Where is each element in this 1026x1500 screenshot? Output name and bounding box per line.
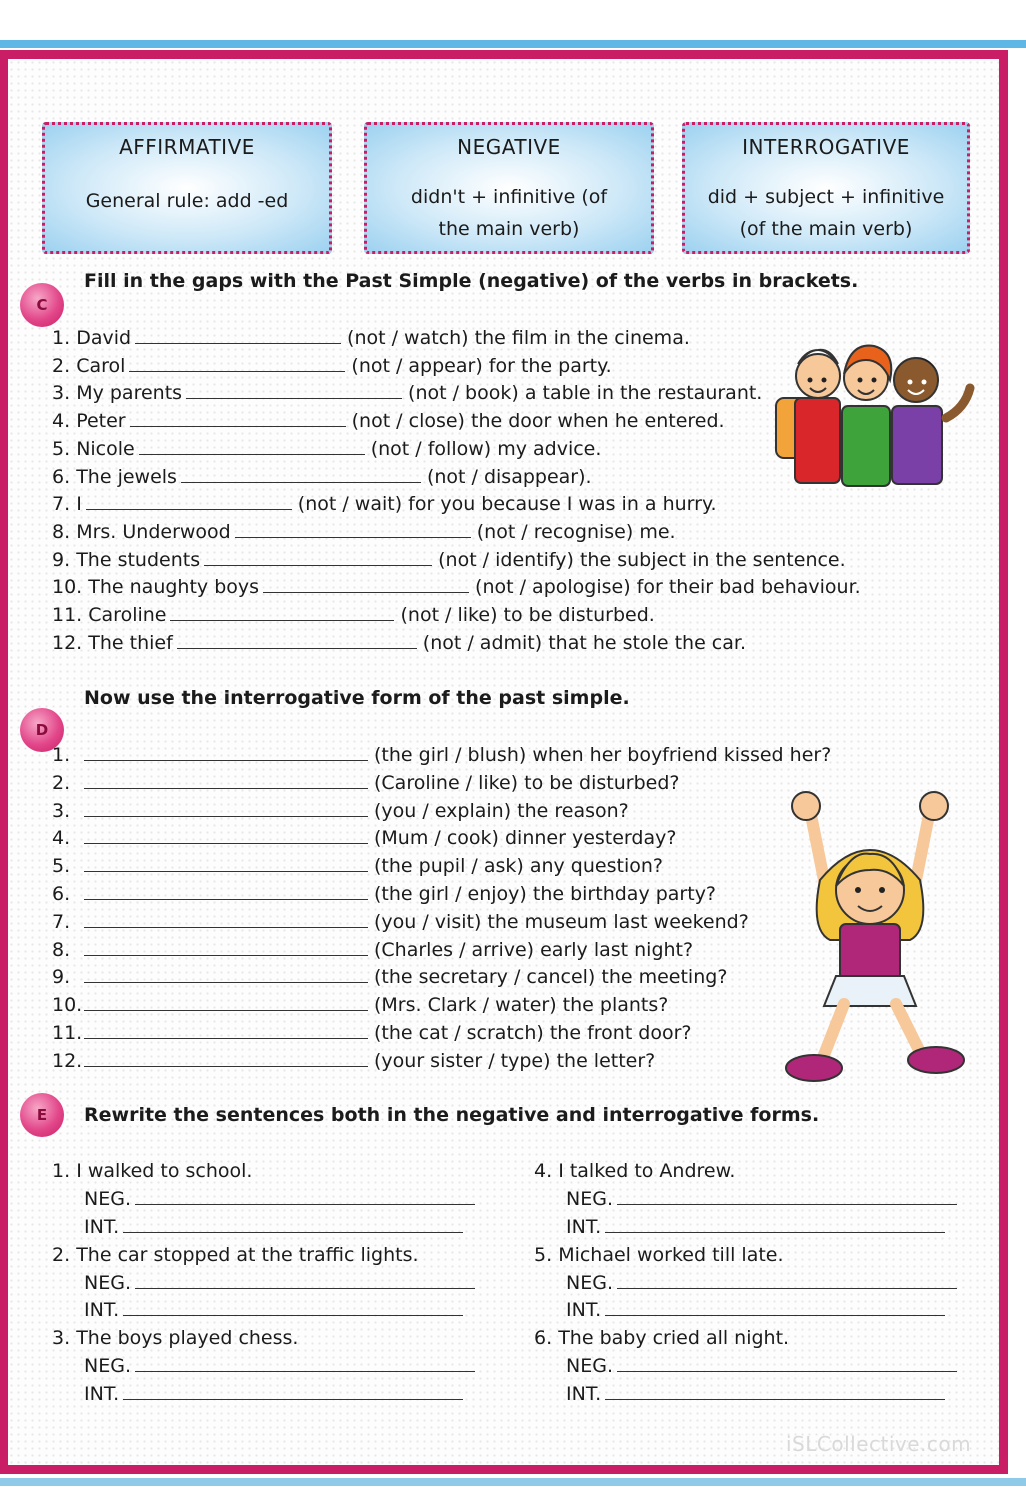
verb-hint: (Mrs. Clark / water) the plants? <box>374 994 669 1017</box>
verb-hint: (not / identify) the subject in the sentence. <box>438 548 846 571</box>
exercise-c-item <box>52 408 725 434</box>
item-number: 11. <box>52 1022 83 1044</box>
item-number: 1. <box>52 327 71 349</box>
item-number: 10. <box>52 994 83 1017</box>
rewrite-sentence <box>52 1325 298 1351</box>
exercise-d-item <box>52 1020 692 1046</box>
section-c-instruction: Fill in the gaps with the Past Simple (negative) of the verbs in brackets. <box>84 270 859 292</box>
item-subject: Caroline <box>88 604 167 626</box>
verb-hint: (not / book) a table in the restaurant. <box>408 382 763 405</box>
item-number: 6. <box>52 465 71 488</box>
answer-blank[interactable] <box>84 825 368 844</box>
verb-hint: (the girl / blush) when her boyfriend kissed her? <box>374 744 832 766</box>
verb-hint: (Charles / arrive) early last night? <box>374 938 694 961</box>
answer-blank[interactable] <box>177 630 417 649</box>
item-number: 7. <box>52 493 71 516</box>
exercise-c-item <box>52 547 846 573</box>
exercise-c-item <box>52 325 690 351</box>
exercise-d-item <box>52 881 716 907</box>
item-subject: David <box>76 327 132 349</box>
item-number: 3. <box>52 1327 71 1349</box>
verb-hint: (your sister / type) the letter? <box>374 1049 656 1072</box>
affirmative-rule: General rule: add -ed <box>85 190 289 212</box>
item-number: 11. <box>52 604 83 626</box>
answer-blank[interactable] <box>135 325 341 344</box>
verb-hint: (the secretary / cancel) the meeting? <box>374 966 728 989</box>
rewrite-sentence <box>534 1242 784 1268</box>
neg-label: NEG. <box>84 1188 131 1210</box>
answer-blank[interactable] <box>605 1297 945 1316</box>
exercise-c-item <box>52 491 717 517</box>
sentence-text: The baby cried all night. <box>558 1327 790 1349</box>
exercise-c-item <box>52 353 612 379</box>
exercise-d-item <box>52 909 749 935</box>
negative-answer-line <box>84 1186 475 1212</box>
answer-blank[interactable] <box>84 992 368 1011</box>
verb-hint: (the cat / scratch) the front door? <box>374 1022 692 1044</box>
exercise-c-item <box>52 519 676 545</box>
item-number: 12. <box>52 631 83 654</box>
item-number: 12. <box>52 1049 83 1072</box>
answer-blank[interactable] <box>84 798 368 817</box>
item-subject: I <box>76 493 82 516</box>
answer-blank[interactable] <box>123 1381 463 1400</box>
item-number: 4. <box>52 410 71 433</box>
item-number: 6. <box>52 883 71 905</box>
exercise-d-item <box>52 742 831 768</box>
negative-title: NEGATIVE <box>457 135 561 159</box>
section-c-badge: C <box>20 283 64 327</box>
rewrite-sentence <box>534 1325 789 1351</box>
item-number: 3. <box>52 799 71 822</box>
int-label: INT. <box>84 1382 120 1405</box>
answer-blank[interactable] <box>605 1381 945 1400</box>
neg-label: NEG. <box>84 1355 131 1377</box>
neg-label: NEG. <box>566 1271 613 1294</box>
answer-blank[interactable] <box>123 1214 463 1233</box>
negative-rule-box <box>364 122 654 254</box>
item-subject: Nicole <box>76 437 135 460</box>
verb-hint: (the pupil / ask) any question? <box>374 855 663 878</box>
answer-blank[interactable] <box>84 1020 368 1039</box>
verb-hint: (you / explain) the reason? <box>374 799 629 822</box>
item-number: 6. <box>534 1327 553 1349</box>
affirmative-rule-box <box>42 122 332 254</box>
answer-blank[interactable] <box>130 408 346 427</box>
answer-blank[interactable] <box>84 1048 368 1067</box>
item-number: 10. <box>52 576 83 599</box>
answer-blank[interactable] <box>204 547 432 566</box>
verb-hint: (not / apologise) for their bad behaviour. <box>475 576 861 599</box>
answer-blank[interactable] <box>605 1214 945 1233</box>
neg-label: NEG. <box>84 1271 131 1294</box>
exercise-c-item <box>52 436 601 462</box>
answer-blank[interactable] <box>84 937 368 956</box>
verb-hint: (not / disappear). <box>426 465 592 488</box>
neg-label: NEG. <box>566 1188 613 1210</box>
int-label: INT. <box>566 1299 602 1321</box>
item-number: 4. <box>534 1160 553 1182</box>
item-number: 1. <box>52 1160 71 1182</box>
exercise-d-item <box>52 798 629 824</box>
children-group-illustration <box>770 328 990 498</box>
item-number: 2. <box>52 771 71 794</box>
rewrite-sentence <box>534 1158 735 1184</box>
top-accent-bar <box>0 40 1026 48</box>
verb-hint: (Caroline / like) to be disturbed? <box>374 771 680 794</box>
bottom-accent-bar <box>0 1478 1026 1486</box>
verb-hint: (not / close) the door when he entered. <box>351 410 725 433</box>
negative-answer-line <box>566 1353 957 1379</box>
interrogative-answer-line <box>84 1381 463 1407</box>
item-number: 3. <box>52 382 71 405</box>
exercise-d-item <box>52 937 693 963</box>
negative-answer-line <box>566 1186 957 1212</box>
answer-blank[interactable] <box>617 1353 957 1372</box>
item-number: 1. <box>52 744 71 766</box>
verb-hint: (the girl / enjoy) the birthday party? <box>374 883 717 905</box>
section-e-badge: E <box>20 1093 64 1137</box>
exercise-d-item <box>52 992 668 1018</box>
answer-blank[interactable] <box>84 742 368 761</box>
int-label: INT. <box>566 1382 602 1405</box>
item-number: 8. <box>52 520 71 543</box>
item-subject: The thief <box>88 631 173 654</box>
answer-blank[interactable] <box>135 1186 475 1205</box>
exercise-d-item <box>52 770 679 796</box>
answer-blank[interactable] <box>84 770 368 789</box>
int-label: INT. <box>84 1215 120 1238</box>
interrogative-answer-line <box>566 1381 945 1407</box>
interrogative-rule: did + subject + infinitive (of the main verb) <box>707 186 945 240</box>
negative-answer-line <box>566 1270 957 1296</box>
item-number: 4. <box>52 827 71 850</box>
answer-blank[interactable] <box>263 574 469 593</box>
item-subject: Carol <box>76 354 126 377</box>
rewrite-sentence <box>52 1242 419 1268</box>
sentence-text: I talked to Andrew. <box>558 1160 736 1182</box>
verb-hint: (not / admit) that he stole the car. <box>422 631 746 654</box>
negative-answer-line <box>84 1353 475 1379</box>
sentence-text: The boys played chess. <box>76 1327 299 1349</box>
watermark: iSLCollective.com <box>786 1432 972 1456</box>
sentence-text: The car stopped at the traffic lights. <box>76 1243 419 1266</box>
exercise-c-item <box>52 380 762 406</box>
item-number: 5. <box>534 1243 553 1266</box>
interrogative-answer-line <box>84 1297 463 1323</box>
verb-hint: (not / wait) for you because I was in a hurry. <box>297 493 717 516</box>
interrogative-answer-line <box>566 1297 945 1323</box>
sentence-text: I walked to school. <box>76 1160 253 1182</box>
section-e-instruction: Rewrite the sentences both in the negative and interrogative forms. <box>84 1104 820 1126</box>
item-number: 8. <box>52 938 71 961</box>
exercise-c-item <box>52 630 746 656</box>
answer-blank[interactable] <box>84 881 368 900</box>
verb-hint: (you / visit) the museum last weekend? <box>374 910 749 933</box>
answer-blank[interactable] <box>123 1297 463 1316</box>
item-subject: The jewels <box>76 465 177 488</box>
item-number: 2. <box>52 1243 71 1266</box>
answer-blank[interactable] <box>186 380 402 399</box>
answer-blank[interactable] <box>86 491 292 510</box>
answer-blank[interactable] <box>617 1186 957 1205</box>
verb-hint: (not / follow) my advice. <box>370 437 602 460</box>
exercise-c-item <box>52 464 592 490</box>
item-subject: Mrs. Underwood <box>76 520 231 543</box>
item-subject: Peter <box>76 410 126 433</box>
int-label: INT. <box>84 1299 120 1321</box>
verb-hint: (not / recognise) me. <box>476 520 676 543</box>
exercise-c-item <box>52 602 655 628</box>
sentence-text: Michael worked till late. <box>558 1243 784 1266</box>
exercise-d-item <box>52 825 676 851</box>
item-number: 2. <box>52 354 71 377</box>
answer-blank[interactable] <box>135 1353 475 1372</box>
verb-hint: (Mum / cook) dinner yesterday? <box>374 827 677 850</box>
answer-blank[interactable] <box>135 1270 475 1289</box>
answer-blank[interactable] <box>84 964 368 983</box>
neg-label: NEG. <box>566 1355 613 1377</box>
answer-blank[interactable] <box>617 1270 957 1289</box>
item-number: 7. <box>52 910 71 933</box>
answer-blank[interactable] <box>139 436 365 455</box>
answer-blank[interactable] <box>170 602 394 621</box>
rewrite-sentence <box>52 1158 252 1184</box>
item-number: 9. <box>52 548 71 571</box>
item-subject: The students <box>76 548 201 571</box>
answer-blank[interactable] <box>84 853 368 872</box>
answer-blank[interactable] <box>181 464 421 483</box>
item-number: 5. <box>52 437 71 460</box>
exercise-d-item <box>52 853 663 879</box>
negative-rule: didn't + infinitive (of the main verb) <box>410 186 608 240</box>
answer-blank[interactable] <box>84 909 368 928</box>
interrogative-rule-box <box>682 122 970 254</box>
item-subject: My parents <box>76 382 183 405</box>
interrogative-title: INTERROGATIVE <box>742 135 910 159</box>
negative-answer-line <box>84 1270 475 1296</box>
answer-blank[interactable] <box>235 519 471 538</box>
girl-waving-illustration <box>770 790 975 1090</box>
exercise-c-item <box>52 574 861 600</box>
section-d-instruction: Now use the interrogative form of the past simple. <box>84 687 630 709</box>
interrogative-answer-line <box>566 1214 945 1240</box>
exercise-d-item <box>52 964 727 990</box>
section-d-badge: D <box>20 708 64 752</box>
interrogative-answer-line <box>84 1214 463 1240</box>
exercise-d-item <box>52 1048 655 1074</box>
item-subject: The naughty boys <box>88 576 260 599</box>
affirmative-title: AFFIRMATIVE <box>119 135 255 159</box>
verb-hint: (not / like) to be disturbed. <box>400 604 655 626</box>
verb-hint: (not / watch) the film in the cinema. <box>347 327 690 349</box>
int-label: INT. <box>566 1215 602 1238</box>
verb-hint: (not / appear) for the party. <box>351 354 612 377</box>
item-number: 5. <box>52 855 71 878</box>
item-number: 9. <box>52 966 71 989</box>
answer-blank[interactable] <box>129 353 345 372</box>
